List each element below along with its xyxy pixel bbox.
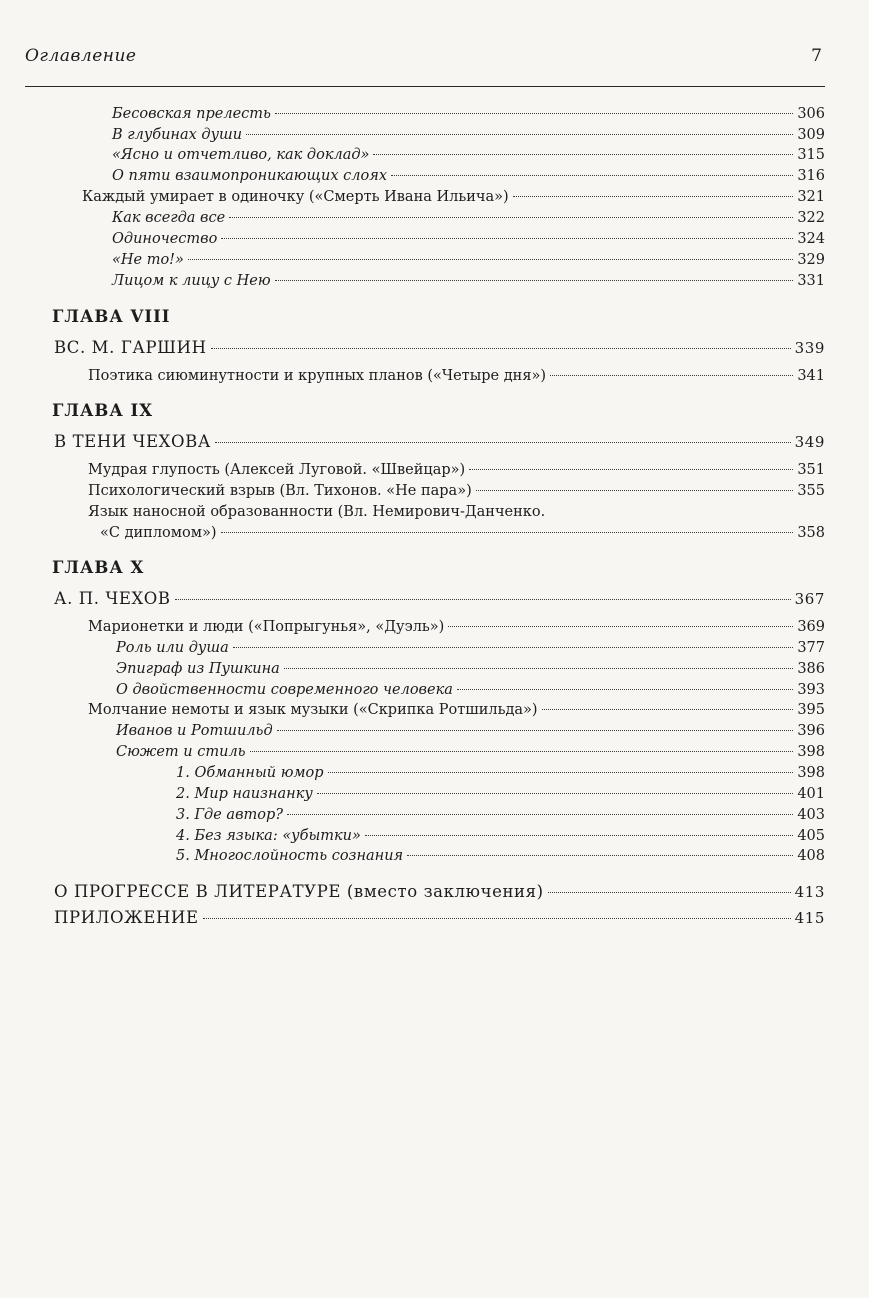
toc-entry xyxy=(176,785,825,804)
toc-entry-page: 329 xyxy=(797,252,825,268)
toc-entry-title: ВС. М. ГАРШИН xyxy=(54,338,207,357)
toc-entry-title: Одиночество xyxy=(112,231,218,247)
toc-entry xyxy=(112,105,825,124)
toc-entry xyxy=(112,251,825,270)
toc-entry-page: 322 xyxy=(797,210,825,226)
toc-entry-title: «Ясно и отчетливо, как доклад» xyxy=(112,147,370,163)
toc-entry-page: 408 xyxy=(797,848,825,864)
toc-entry-page: 413 xyxy=(794,883,825,901)
toc-section-entry xyxy=(54,882,825,902)
toc-entry-page: 339 xyxy=(794,339,825,357)
toc-entry-title: О ПРОГРЕССЕ В ЛИТЕРАТУРЕ (вместо заключения) xyxy=(54,882,544,901)
toc-entry-page: 398 xyxy=(797,765,825,781)
dot-leader xyxy=(284,668,793,669)
dot-leader xyxy=(246,134,793,135)
dot-leader xyxy=(229,217,793,218)
toc-entry-page: 309 xyxy=(797,127,825,143)
dot-leader xyxy=(188,259,793,260)
dot-leader xyxy=(211,348,791,349)
toc-entry-title: 4. Без языка: «убытки» xyxy=(176,828,361,844)
toc-entry-title: 2. Мир наизнанку xyxy=(176,786,313,802)
toc-entry xyxy=(112,230,825,249)
dot-leader xyxy=(457,689,793,690)
toc-entry-page: 341 xyxy=(797,368,825,384)
toc-entry xyxy=(112,209,825,228)
running-header xyxy=(25,46,822,66)
dot-leader xyxy=(373,154,793,155)
toc-entry xyxy=(176,847,825,866)
toc-entry-title: Психологический взрыв (Вл. Тихонов. «Не пара») xyxy=(88,483,472,499)
toc-entry-page: 415 xyxy=(794,909,825,927)
toc-entry-title: 3. Где автор? xyxy=(176,807,284,823)
toc-entry-title: Мудрая глупость (Алексей Луговой. «Швейцар») xyxy=(88,462,466,478)
dot-leader xyxy=(215,442,791,443)
toc-entry-page: 401 xyxy=(797,786,825,802)
toc-entry xyxy=(88,701,825,720)
toc-entry-title: Иванов и Ротшильд xyxy=(116,723,273,739)
dot-leader xyxy=(550,375,793,376)
toc-entry-page: 306 xyxy=(797,106,825,122)
toc-entry-title-line1: Язык наносной образованности (Вл. Немирович-Данченко. xyxy=(88,504,546,520)
toc-entry xyxy=(116,681,825,700)
toc-entry-title: Марионетки и люди («Попрыгунья», «Дуэль») xyxy=(88,619,445,635)
toc-entry-page: 321 xyxy=(797,189,825,205)
toc-entry-title: Сюжет и стиль xyxy=(116,744,246,760)
toc-entry-page: 316 xyxy=(797,168,825,184)
dot-leader xyxy=(469,469,793,470)
toc-entry-page: 331 xyxy=(797,273,825,289)
toc-entry xyxy=(88,618,825,637)
toc-entry xyxy=(112,146,825,165)
running-title: Оглавление xyxy=(25,46,137,66)
toc-entry-page: 377 xyxy=(797,640,825,656)
toc-entry-page: 355 xyxy=(797,483,825,499)
toc-entry xyxy=(82,188,825,207)
toc-entry xyxy=(100,524,825,543)
toc-entry-title: ПРИЛОЖЕНИЕ xyxy=(54,908,199,927)
toc-entry-title: Бесовская прелесть xyxy=(112,106,271,122)
toc-entry xyxy=(176,806,825,825)
toc-entry xyxy=(176,764,825,783)
dot-leader xyxy=(317,793,794,794)
toc-entry xyxy=(112,167,825,186)
dot-leader xyxy=(221,532,794,533)
toc-entry-page: 324 xyxy=(797,231,825,247)
dot-leader xyxy=(233,647,794,648)
toc-entry-title: Молчание немоты и язык музыки («Скрипка Ротшильда») xyxy=(88,702,538,718)
toc-entry-page: 405 xyxy=(797,828,825,844)
toc-entry-page: 351 xyxy=(797,462,825,478)
chapter-heading: ГЛАВА VIII xyxy=(52,307,171,326)
toc-entry-title: В ТЕНИ ЧЕХОВА xyxy=(54,432,211,451)
page-number: 7 xyxy=(811,46,822,66)
toc-author-entry xyxy=(54,589,825,609)
toc-entry-title: Поэтика сиюминутности и крупных планов («Четыре дня») xyxy=(88,368,546,384)
toc-entry xyxy=(116,722,825,741)
toc-entry-page: 315 xyxy=(797,147,825,163)
dot-leader xyxy=(448,626,793,627)
dot-leader xyxy=(407,855,793,856)
toc-author-entry xyxy=(54,432,825,452)
dot-leader xyxy=(275,280,794,281)
toc-entry-title: А. П. ЧЕХОВ xyxy=(54,589,171,608)
toc-entry-title: Роль или душа xyxy=(116,640,229,656)
toc-entry-page: 358 xyxy=(797,525,825,541)
dot-leader xyxy=(203,918,791,919)
toc-entry-page: 403 xyxy=(797,807,825,823)
toc-entry-title: «Не то!» xyxy=(112,252,184,268)
dot-leader xyxy=(365,835,793,836)
dot-leader xyxy=(476,490,794,491)
toc-entry-title: Каждый умирает в одиночку («Смерть Ивана Ильича») xyxy=(82,189,509,205)
dot-leader xyxy=(221,238,793,239)
toc-entry xyxy=(112,272,825,291)
header-rule xyxy=(25,86,825,87)
chapter-heading: ГЛАВА X xyxy=(52,558,145,577)
toc-entry xyxy=(88,461,825,480)
toc-entry xyxy=(116,660,825,679)
toc-entry-title: 5. Многослойность сознания xyxy=(176,848,404,864)
toc-entry-title: Лицом к лицу с Нею xyxy=(112,273,271,289)
toc-entry-page: 369 xyxy=(797,619,825,635)
dot-leader xyxy=(277,730,794,731)
dot-leader xyxy=(287,814,793,815)
toc-entry-title: В глубинах души xyxy=(112,127,243,143)
toc-entry xyxy=(116,639,825,658)
toc-entry-title: 1. Обманный юмор xyxy=(176,765,324,781)
toc-entry-page: 349 xyxy=(794,433,825,451)
toc-entry-page: 396 xyxy=(797,723,825,739)
toc-entry-page: 398 xyxy=(797,744,825,760)
toc-entry-title: О двойственности современного человека xyxy=(116,682,453,698)
dot-leader xyxy=(513,196,794,197)
chapter-heading: ГЛАВА IX xyxy=(52,401,154,420)
dot-leader xyxy=(542,709,794,710)
dot-leader xyxy=(250,751,794,752)
toc-entry xyxy=(176,827,825,846)
toc-entry-title: О пяти взаимопроникающих слоях xyxy=(112,168,388,184)
dot-leader xyxy=(175,599,791,600)
toc-entry xyxy=(88,482,825,501)
dot-leader xyxy=(548,892,791,893)
dot-leader xyxy=(275,113,793,114)
dot-leader xyxy=(328,772,794,773)
toc-entry xyxy=(116,743,825,762)
toc-entry-title: Как всегда все xyxy=(112,210,226,226)
toc-entry-page: 395 xyxy=(797,702,825,718)
toc-entry-page: 386 xyxy=(797,661,825,677)
toc-entry xyxy=(112,126,825,145)
toc-section-entry xyxy=(54,908,825,928)
toc-entry xyxy=(88,367,825,386)
dot-leader xyxy=(391,175,793,176)
toc-entry-page: 367 xyxy=(794,590,825,608)
toc-entry-title: Эпиграф из Пушкина xyxy=(116,661,280,677)
toc-entry-page: 393 xyxy=(797,682,825,698)
toc-entry-title: «С дипломом») xyxy=(100,525,217,541)
toc-author-entry xyxy=(54,338,825,358)
